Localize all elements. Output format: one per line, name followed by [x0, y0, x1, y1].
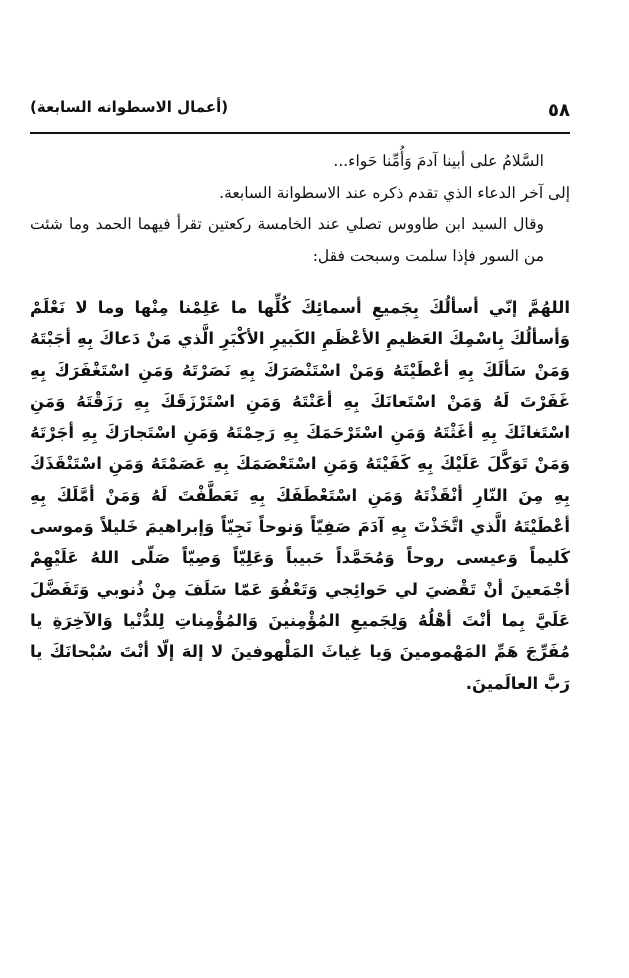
- intro-greeting-line: السَّلامُ على أبينا آدمَ وَأُمِّنا حَواء...: [333, 152, 544, 170]
- intro-reference-line: إلى آخر الدعاء الذي تقدم ذكره عند الاسطوانة السابعة.: [219, 183, 570, 202]
- prayer-opening: اللهُمَّ إنّي أسألُكَ: [429, 298, 571, 317]
- header-rule: [30, 132, 570, 134]
- page-header: [30, 96, 570, 130]
- intro-section: [30, 146, 570, 272]
- prayer-body: بِجَميعِ أسمائِكَ كُلِّها ما عَلِمْنا مِنْها وما لا نَعْلَمْ وَأسألُكَ بِاسْمِكَ العَظيمِ الأعْظَمِ الكَبيرِ الأكْبَرِ الَّذي مَنْ دَعاكَ بِهِ أجَبْتَهُ وَمَنْ سَألَكَ بِهِ أعْطَيْتَهُ وَمَنْ اسْتَنْصَرَكَ بِهِ نَصَرْتَهُ وَمَنِ اسْتَغْفَرَكَ بِهِ غَفَرْتَ لَهُ وَمَنْ اسْتَعانَكَ بِهِ أعَنْتَهُ وَمَنِ اسْتَرْزَقَكَ بِهِ رَزَقْتَهُ وَمَنِ اسْتَغاثَكَ بِهِ أغَثْتَهُ وَمَنِ اسْتَرْحَمَكَ بِهِ رَحِمْتَهُ وَمَنِ اسْتَجارَكَ بِهِ أجَرْتَهُ وَمَنْ تَوَكَّلَ عَلَيْكَ بِهِ كَفَيْتَهُ وَمَنِ اسْتَعْصَمَكَ بِهِ عَصَمْتَهُ وَمَنِ اسْتَنْقَذَكَ بِهِ مِنَ النّارِ أنْقَذْتَهُ وَمَنِ اسْتَعْطَفَكَ بِهِ تَعَطَّفْتَ لَهُ وَمَنْ أمَّلَكَ بِهِ أعْطَيْتَهُ الَّذي اتَّخَذْتَ بِهِ آدَمَ صَفِيّاً وَنوحاً نَجِيّاً وَإبراهيمَ خَليلاً وَموسى كَليماً وَعيسى روحاً وَمُحَمَّداً حَبيباً وَعَلِيّاً وَصِيّاً صَلّى اللهُ عَلَيْهِمْ أجْمَعينَ أنْ تَقْضيَ لي حَوائِجي وَتَعْفُوَ عَمّا سَلَفَ مِنْ ذُنوبي وَتَفَضَّلَ عَلَيَّ بِما أنْتَ أهْلُهُ وَلِجَميعِ المُؤْمِنينَ وَالمُؤْمِناتِ لِلدُّنْيا وَالآخِرَةِ يا مُفَرِّجَ هَمِّ المَهْمومينَ وَيا غِياثَ المَلْهوفينَ لا إلهَ إلّا أنْتَ سُبْحانَكَ يا رَبَّ العالَمينَ.: [30, 298, 570, 693]
- intro-instruction-paragraph: وقال السيد ابن طاووس تصلي عند الخامسة ركعتين تقرأ فيهما الحمد وما شئت من السور فإذا سلمت وسبحت فقل:: [30, 215, 544, 265]
- page-number: ٥٨: [548, 100, 570, 121]
- running-title: (أعمال الاسطوانه السابعة): [30, 98, 229, 116]
- prayer-text: [30, 292, 570, 699]
